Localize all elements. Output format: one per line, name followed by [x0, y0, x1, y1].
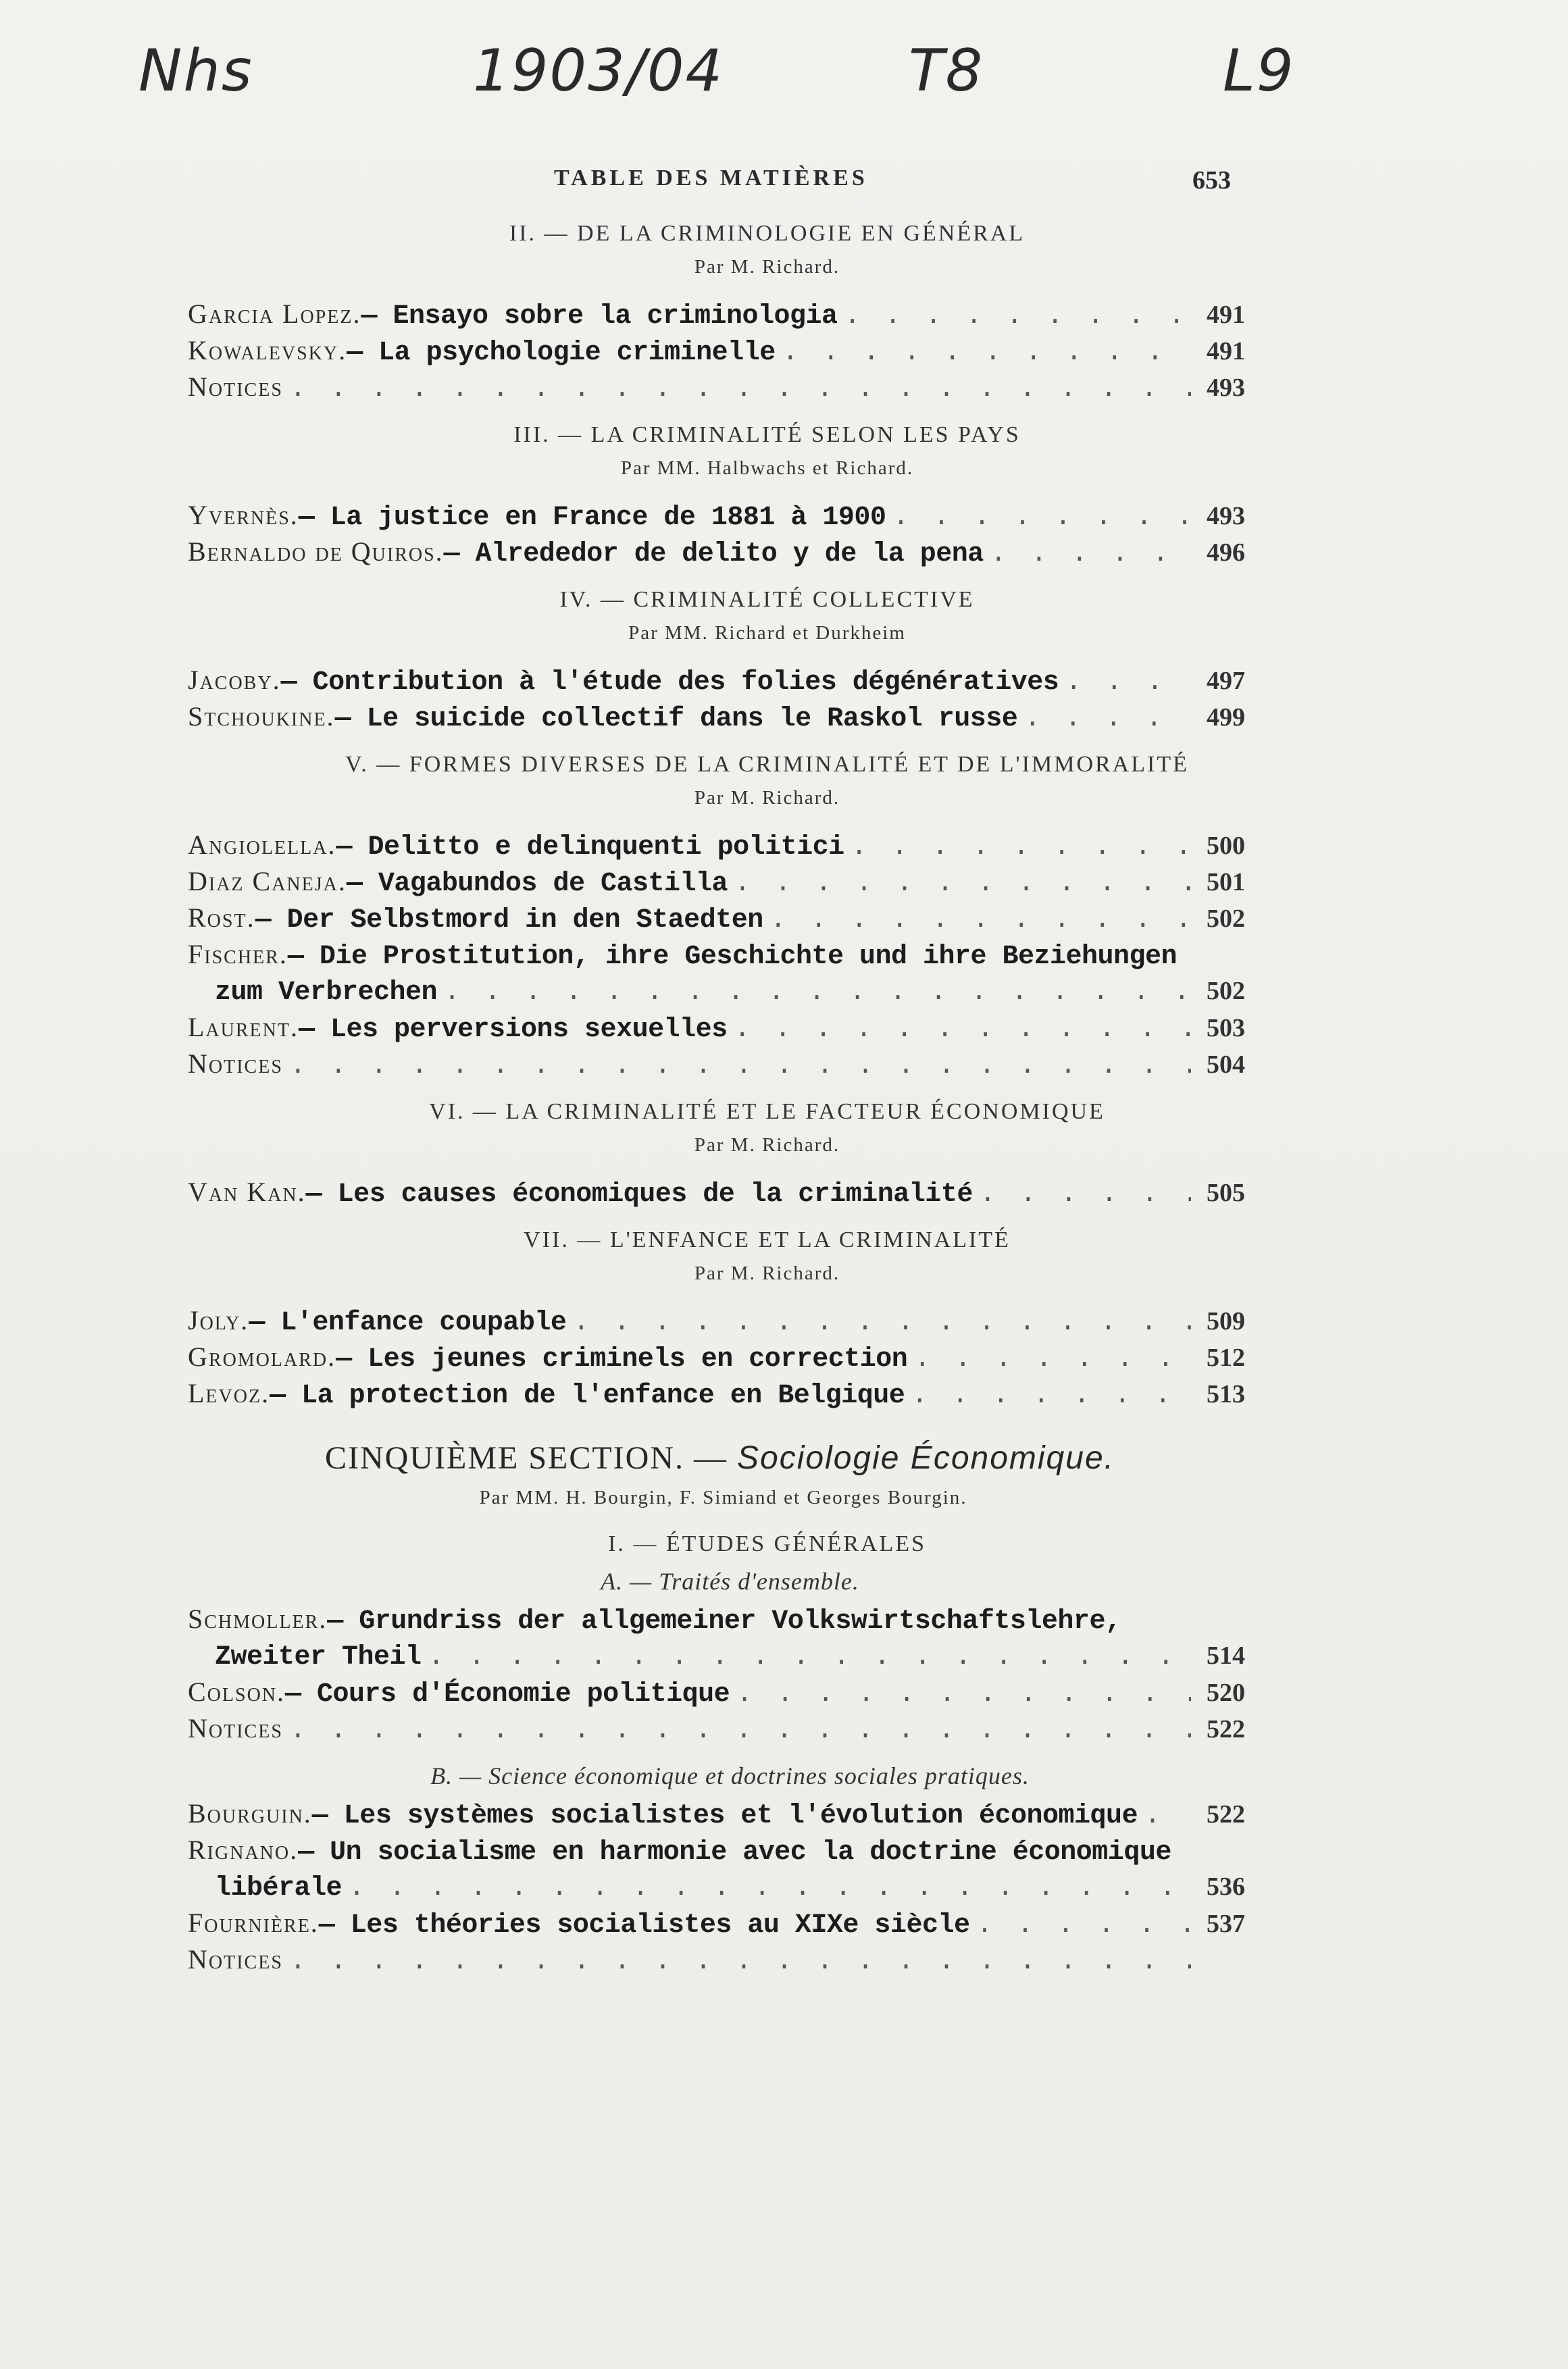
entry-title: — Les perversions sexuelles — [298, 1015, 728, 1045]
dot-leader — [734, 1012, 1191, 1048]
subsection-heading — [188, 1562, 1245, 1601]
entry-title: — Ensayo sobre la criminologia — [361, 301, 838, 332]
toc-block — [188, 1094, 1245, 1211]
dot-leader — [290, 372, 1191, 408]
toc-entry — [188, 332, 1245, 369]
entry-page-number: 497 — [1207, 667, 1245, 695]
entry-page-number: 536 — [1207, 1873, 1245, 1901]
toc-entry — [188, 973, 1245, 1009]
chapter-heading: II. — DE LA CRIMINOLOGIE EN GÉNÉRAL — [509, 221, 1026, 246]
toc-entry — [188, 698, 1245, 735]
entry-page-number: 493 — [1207, 502, 1245, 530]
entry-page-number: 496 — [1207, 538, 1245, 567]
dot-leader — [734, 866, 1191, 902]
chapter-reviewer: Par M. Richard. — [694, 1134, 840, 1156]
chapter-heading: IV. — CRIMINALITÉ COLLECTIVE — [559, 587, 975, 612]
toc-entry — [188, 863, 1245, 900]
toc-block — [188, 417, 1245, 570]
chapter-heading: VII. — L'ENFANCE ET LA CRIMINALITÉ — [524, 1227, 1011, 1252]
entry-author: Schmoller. — [188, 1604, 328, 1634]
dot-leader — [1024, 701, 1191, 738]
dot-leader — [990, 536, 1191, 573]
entry-author: Fischer. — [188, 939, 288, 969]
entry-page-number: 537 — [1207, 1910, 1245, 1938]
entry-author: Colson. — [188, 1677, 286, 1707]
dot-leader — [976, 1908, 1191, 1944]
dot-leader — [914, 1342, 1191, 1378]
dot-leader — [770, 902, 1191, 939]
chapter-reviewer: Par M. Richard. — [694, 256, 840, 278]
entry-title-continuation: libérale — [215, 1873, 343, 1904]
toc-entry — [188, 1941, 1245, 1978]
dot-leader — [290, 1944, 1191, 1981]
entry-title: — Die Prostitution, ihre Geschichte und ihre Beziehungen — [287, 942, 1178, 972]
entry-title: — Les jeunes criminels en correction — [336, 1344, 908, 1375]
toc-entry — [188, 1046, 1245, 1082]
table-of-contents — [188, 216, 1245, 1978]
entry-author: Rost. — [188, 902, 255, 933]
entry-title: — La justice en France de 1881 à 1900 — [298, 503, 886, 533]
entry-page-number: 499 — [1207, 703, 1245, 732]
entry-author: Gromolard. — [188, 1342, 336, 1372]
entry-author: Kowalevsky. — [188, 335, 347, 365]
chapter-reviewer: Par M. Richard. — [694, 787, 840, 809]
dot-leader — [892, 500, 1191, 536]
toc-entry — [188, 1868, 1245, 1905]
entry-author: Yvernès. — [188, 500, 299, 530]
entry-title: — Vagabundos de Castilla — [346, 869, 728, 899]
dot-leader — [290, 1713, 1191, 1750]
toc-entry — [188, 1674, 1245, 1710]
dot-leader — [844, 299, 1191, 335]
entry-author: Garcia Lopez. — [188, 299, 361, 329]
toc-entry — [188, 497, 1245, 534]
toc-entry — [188, 369, 1245, 405]
entry-author: Notices — [188, 1944, 283, 1975]
toc-entry — [188, 1339, 1245, 1375]
entry-title: — Un socialisme en harmonie avec la doctrine économique — [298, 1837, 1171, 1868]
entry-author: Levoz. — [188, 1378, 270, 1408]
entry-title: — Les systèmes socialistes et l'évolution économique — [311, 1801, 1138, 1831]
dot-leader — [980, 1177, 1191, 1213]
section-title-label: CINQUIÈME SECTION. — — [325, 1440, 728, 1476]
toc-block — [188, 582, 1245, 735]
dot-leader — [782, 335, 1191, 372]
entry-author: Notices — [188, 1048, 283, 1079]
entry-title: — La psychologie criminelle — [347, 338, 776, 368]
section-authors: Par MM. H. Bourgin, F. Simiand et Georges Bourgin. — [479, 1487, 967, 1508]
entry-page-number: 500 — [1207, 832, 1245, 860]
header-title: TABLE DES MATIÈRES — [554, 165, 868, 190]
entry-title: — Les causes économiques de la criminalité — [305, 1179, 973, 1210]
entry-author: Notices — [188, 1713, 283, 1743]
entry-page-number: 509 — [1207, 1307, 1245, 1335]
entry-page-number: 502 — [1207, 905, 1245, 933]
chapter-heading: V. — FORMES DIVERSES DE LA CRIMINALITÉ ET DE L'IMMORALITÉ — [345, 752, 1189, 777]
entry-author: Fournière. — [188, 1908, 319, 1938]
entry-page-number: 504 — [1207, 1050, 1245, 1079]
entry-author: Stchoukine. — [188, 701, 335, 732]
subsection-label: A. — Traités d'ensemble. — [601, 1568, 859, 1595]
chapter-reviewer: Par MM. Halbwachs et Richard. — [620, 457, 914, 479]
toc-entry — [188, 1710, 1245, 1747]
entry-page-number: 501 — [1207, 868, 1245, 896]
toc-entry — [188, 1905, 1245, 1941]
entry-page-number: 491 — [1207, 337, 1245, 365]
subsection-heading — [188, 1756, 1245, 1795]
entry-page-number: 503 — [1207, 1014, 1245, 1042]
entry-page-number: 520 — [1207, 1679, 1245, 1707]
handwritten-shelfmark: Nhs — [138, 37, 253, 105]
entry-title: — Delitto e delinquenti politici — [336, 832, 844, 863]
entry-page-number: 513 — [1207, 1380, 1245, 1408]
entry-page-number: 514 — [1207, 1641, 1245, 1670]
toc-entry — [188, 662, 1245, 698]
dot-leader — [911, 1378, 1191, 1415]
dot-leader — [290, 1048, 1191, 1085]
entry-author: Jacoby. — [188, 665, 281, 695]
dot-leader — [573, 1305, 1191, 1342]
entry-page-number: 522 — [1207, 1715, 1245, 1743]
toc-block — [188, 1223, 1245, 1412]
entry-page-number: 493 — [1207, 374, 1245, 402]
entry-page-number: 512 — [1207, 1344, 1245, 1372]
handwritten-number: L9 — [1223, 37, 1295, 105]
entry-title: — Alrededor de delito y de la pena — [443, 539, 984, 569]
toc-entry — [188, 1637, 1245, 1674]
toc-entry — [188, 1375, 1245, 1412]
entry-title: — Cours d'Économie politique — [285, 1679, 730, 1710]
entry-title: — Der Selbstmord in den Staedten — [255, 905, 763, 936]
section-title — [188, 1435, 1245, 1482]
entry-author: Bernaldo de Quiros. — [188, 536, 444, 567]
dot-leader — [851, 830, 1191, 866]
toc-entry — [188, 534, 1245, 570]
entry-author: Rignano. — [188, 1835, 299, 1865]
running-header — [0, 165, 1243, 206]
toc-entry — [188, 1795, 1245, 1832]
toc-block — [188, 747, 1245, 1082]
entry-page-number: 505 — [1207, 1179, 1245, 1207]
entry-author: Bourguin. — [188, 1798, 312, 1829]
dot-leader — [736, 1677, 1191, 1713]
section-title-italic: Sociologie Économique. — [736, 1440, 1115, 1476]
toc-entry — [188, 1009, 1245, 1046]
entry-page-number: 491 — [1207, 301, 1245, 329]
chapter-heading: VI. — LA CRIMINALITÉ ET LE FACTEUR ÉCONOMIQUE — [429, 1099, 1105, 1124]
toc-entry — [188, 1302, 1245, 1339]
toc-entry — [188, 900, 1245, 936]
toc-entry — [188, 296, 1245, 332]
entry-author: Angiolella. — [188, 830, 336, 860]
chapter-heading: I. — ÉTUDES GÉNÉRALES — [608, 1531, 926, 1556]
entry-title: — L'enfance coupable — [249, 1308, 567, 1338]
chapter-reviewer: Par M. Richard. — [694, 1263, 840, 1284]
toc-entry — [188, 827, 1245, 863]
subsection-label: B. — Science économique et doctrines sociales pratiques. — [430, 1762, 1030, 1789]
dot-leader — [1065, 665, 1191, 701]
entry-page-number: 502 — [1207, 977, 1245, 1005]
handwritten-year: 1903/04 — [473, 37, 724, 105]
dot-leader — [349, 1870, 1191, 1907]
entry-title: — Contribution à l'étude des folies dégénératives — [280, 667, 1059, 698]
entry-title: — Grundriss der allgemeiner Volkswirtschaftslehre, — [327, 1606, 1121, 1637]
toc-entry — [188, 936, 1245, 973]
entry-author: Van Kan. — [188, 1177, 306, 1207]
entry-author: Diaz Caneja. — [188, 866, 347, 896]
dot-leader — [428, 1639, 1191, 1676]
entry-title: — Le suicide collectif dans le Raskol russe — [334, 704, 1018, 734]
entry-title-continuation: Zweiter Theil — [215, 1642, 422, 1673]
toc-entry — [188, 1601, 1245, 1637]
entry-author: Joly. — [188, 1305, 249, 1335]
handwritten-code: T8 — [909, 37, 984, 105]
toc-entry — [188, 1832, 1245, 1868]
entry-title: — Les théories socialistes au XIXe siècle — [318, 1910, 970, 1941]
header-page-number: 653 — [1192, 166, 1231, 195]
entry-page-number: 522 — [1207, 1800, 1245, 1829]
toc-block — [188, 216, 1245, 405]
dot-leader — [444, 975, 1191, 1011]
entry-author: Laurent. — [188, 1012, 299, 1042]
toc-entry — [188, 1174, 1245, 1211]
entry-title: — La protection de l'enfance en Belgique — [270, 1381, 905, 1411]
chapter-heading: III. — LA CRIMINALITÉ SELON LES PAYS — [513, 422, 1021, 447]
dot-leader — [1144, 1798, 1191, 1835]
chapter-reviewer: Par MM. Richard et Durkheim — [628, 622, 906, 644]
entry-author: Notices — [188, 372, 283, 402]
entry-title-continuation: zum Verbrechen — [215, 977, 438, 1008]
